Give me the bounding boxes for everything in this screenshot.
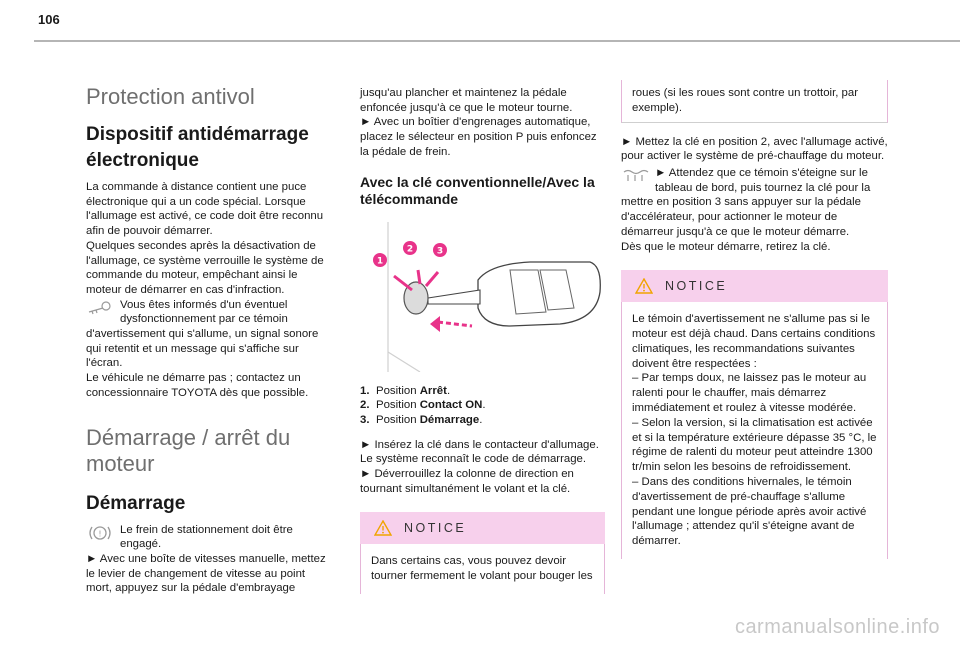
subtitle-key-line2: télécommande xyxy=(360,190,459,207)
notice-header xyxy=(621,270,888,302)
figure-label-3: 3 xyxy=(436,246,444,257)
notice-box-1 xyxy=(360,512,605,594)
figure-label-1: 1 xyxy=(376,256,384,267)
column-2 xyxy=(360,86,605,594)
brake-paragraph: Le frein de stationnement doit être engagé. ► Avec une boîte de vitesses manuelle, mettez le levier de changement de vitesse au point mort, appuyez sur la pédale d'embrayage xyxy=(86,523,326,595)
list-item: 3. Position Démarrage. xyxy=(360,413,483,426)
notice-text: Dans certains cas, vous pouvez devoir tourner fermement le volant pour bouger les xyxy=(360,544,605,594)
warning-block xyxy=(86,298,328,401)
pedal-paragraph: jusqu'au plancher et maintenez la pédale enfoncée jusqu'à ce que le moteur tourne. ► Avec un boîtier d'engrenages automatique, placez le sélecteur en position P puis enfoncez la pédale de frein. xyxy=(360,87,597,158)
section-title-protection: Protection antivol xyxy=(86,84,255,109)
notice-continuation: roues (si les roues sont contre un trottoir, par exemple). xyxy=(621,80,888,123)
warning-triangle-icon xyxy=(374,520,392,536)
section-title-start-stop-line1: Démarrage / arrêt du xyxy=(86,424,291,450)
subtitle-immobilizer-line1: Dispositif antidémarrage xyxy=(86,124,309,145)
glow-plug-block xyxy=(621,166,888,254)
notice-text: Le témoin d'avertissement ne s'allume pas si le moteur est déjà chaud. Dans certains conditions climatiques, les recommandations suivantes doivent être respectées : – Par temps doux, ne laissez pas le moteur au ralenti pour le chauffer, mais démarrez immédiatement et roulez à vitesse modérée. – Selon la version, si la climatisation est activée et si la température extérieure dépasse 35 °C, le régime de ralenti du moteur peut atteindre 1300 tr/min selon les besoins de refroidissement. – Dans des conditions hivernales, le témoin d'avertissement de pré-chauffage s'allume pendant une longue période après avoir activé l'allumage ; attendez qu'il s'éteigne avant de démarrer. xyxy=(621,302,888,559)
immobilizer-paragraph: La commande à distance contient une puce électronique qui a un code spécial. Lorsque l'allumage est activé, ce code doit être reconnu afin de pouvoir démarrer. Quelques secondes après la désactivation de l'allumage, ce système verrouille le système de commande du moteur, empêchant ainsi le moteur de démarrer en cas d'infraction. xyxy=(86,181,324,296)
figure-label-2: 2 xyxy=(406,244,414,255)
insert-key-paragraph: ► Insérez la clé dans le contacteur d'allumage. Le système reconnaît le code de démarrage. ► Déverrouillez la colonne de direction en tournant simultanément le volant et la clé. xyxy=(360,438,599,495)
brake-block xyxy=(86,523,328,597)
section-title-start-stop-line2: moteur xyxy=(86,450,155,476)
parking-brake-icon xyxy=(86,523,118,551)
subtitle-immobilizer-line2: électronique xyxy=(86,150,199,171)
column-1 xyxy=(86,60,328,596)
notice-header xyxy=(360,512,605,544)
list-item: 1. Position Arrêt. xyxy=(360,384,451,397)
wait-paragraph: ► Attendez que ce témoin s'éteigne sur le tableau de bord, puis tournez la clé pour la mettre en position 3 sans appuyer sur la pédale d'accélérateur, pour actionner le moteur de démarreur jusqu'à ce que le moteur démarre. Dès que le moteur démarre, retirez la clé. xyxy=(621,167,871,253)
ignition-figure xyxy=(360,222,605,372)
notice-label: NOTICE xyxy=(665,279,728,294)
svg-text:!: ! xyxy=(98,529,102,539)
warning-triangle-icon xyxy=(635,278,653,294)
preheat-paragraph: ► Mettez la clé en position 2, avec l'allumage activé, pour activer le système de pré-chauffage du moteur. xyxy=(621,135,888,163)
notice-label: NOTICE xyxy=(404,521,467,536)
watermark: carmanualsonline.info xyxy=(734,616,940,638)
page-number: 106 xyxy=(38,12,60,27)
subtitle-key-line1: Avec la clé conventionnelle/Avec la xyxy=(360,173,595,190)
glow-plug-icon xyxy=(621,166,653,194)
warning-paragraph: Vous êtes informés d'un éventuel dysfonctionnement par ce témoin d'avertissement qui s'allume, un signal sonore qui retentit et un message qui s'affiche sur l'écran. Le véhicule ne démarre pas ; contactez un concessionnaire TOYOTA dès que possible. xyxy=(86,298,319,399)
key-warning-icon xyxy=(86,298,118,326)
column-3 xyxy=(621,80,888,559)
list-item: 2. Position Contact ON. xyxy=(360,399,486,412)
notice-box-2 xyxy=(621,270,888,559)
position-list xyxy=(360,384,605,428)
subtitle-demarrage: Démarrage xyxy=(86,492,186,514)
header-rule xyxy=(34,40,960,42)
